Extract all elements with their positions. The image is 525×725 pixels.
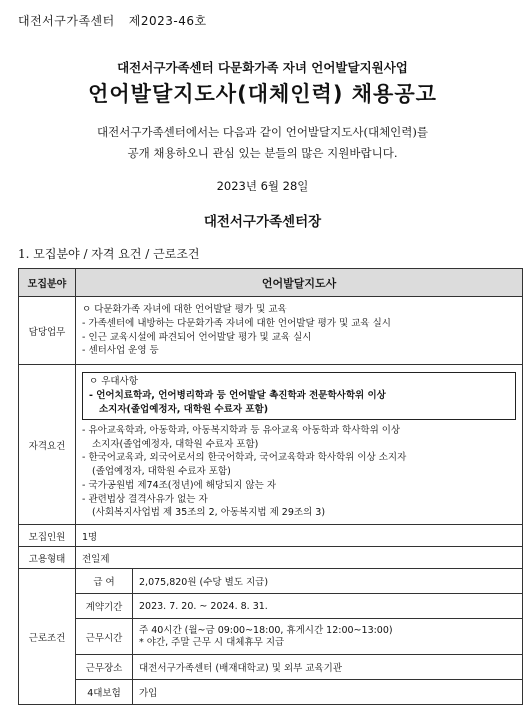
work-hours-line: * 야간, 주말 근무 시 대체휴무 지급 — [139, 636, 285, 648]
duties-label: 담당업무 — [19, 297, 76, 365]
work-place-value: 대전서구가족센터 (배재대학교) 및 외부 교육기관 — [133, 655, 523, 680]
preferred-title: ㅇ 우대사항 — [89, 376, 138, 388]
qualification-line: 소지자(졸업예정자, 대학원 수료자 포함) — [92, 438, 259, 450]
qualification-line: - 국가공원법 제74조(정년)에 해당되지 않는 자 — [82, 479, 277, 491]
document-number — [18, 12, 221, 29]
duties-content — [76, 297, 523, 365]
contract-period-label: 계약기간 — [76, 594, 133, 619]
field-header-value: 언어발달지도사 — [76, 269, 523, 297]
salary-label: 급 여 — [76, 569, 133, 594]
doc-code: 제2023-46호 — [128, 14, 207, 28]
preferred-box — [82, 372, 516, 420]
preferred-line: 소지자(졸업예정자, 대학원 수료자 포함) — [99, 404, 269, 416]
table-header-row — [19, 269, 523, 297]
table-row — [19, 547, 523, 569]
preferred-line: - 언어치료학과, 언어병리학과 등 언어발달 촉진학과 전문학사학위 이상 — [89, 390, 386, 402]
field-header-label: 모집분야 — [19, 269, 76, 297]
intro-line: 대전서구가족센터에서는 다음과 같이 언어발달지도사(대체인력)를 — [97, 125, 428, 139]
table-row — [19, 569, 523, 594]
work-place-label: 근무장소 — [76, 655, 133, 680]
section-heading: 1. 모집분야 / 자격 요건 / 근로조건 — [18, 247, 200, 261]
duties-line: - 인근 교육시설에 파견되어 언어발달 평가 및 교육 실시 — [82, 331, 312, 343]
insurance-value: 가입 — [133, 680, 523, 705]
qualification-line: (졸업예정자, 대학원 수료자 포함) — [92, 466, 231, 478]
qualification-line: - 유아교육학과, 아동학과, 아동복지학과 등 유아교육 아동학과 학사학위 이상 — [82, 425, 401, 437]
work-hours-value — [133, 619, 523, 655]
table-row — [19, 297, 523, 365]
qualifications-label: 자격요건 — [19, 365, 76, 525]
employment-type-label: 고용형태 — [19, 547, 76, 569]
salary-value: 2,075,820원 (수당 별도 지급) — [133, 569, 523, 594]
qualification-line: (사회복지사업법 제 35조의 2, 아동복지법 제 29조의 3) — [92, 507, 326, 519]
program-subtitle: 대전서구가족센터 다문화가족 자녀 언어발달지원사업 — [117, 60, 408, 75]
headcount-label: 모집인원 — [19, 525, 76, 547]
table-row — [19, 680, 523, 705]
employment-type-value: 전일제 — [76, 547, 523, 569]
work-hours-line: 주 40시간 (월~금 09:00~18:00, 휴게시간 12:00~13:00) — [139, 624, 393, 636]
duties-line: - 가족센터에 내방하는 다문화가족 자녀에 대한 언어발달 평가 및 교육 실시 — [82, 317, 391, 329]
table-row — [19, 655, 523, 680]
recruitment-table — [18, 268, 523, 705]
table-row — [19, 525, 523, 547]
issuer-name: 대전서구가족센터장 — [203, 214, 322, 230]
org-name: 대전서구가족센터 — [18, 14, 115, 28]
notice-date: 2023년 6월 28일 — [216, 179, 309, 193]
qualification-line: - 한국어교육과, 외국어로서의 한국어학과, 국어교육학과 학사학위 이상 소지자 — [82, 452, 407, 464]
work-hours-label: 근무시간 — [76, 619, 133, 655]
duties-line: - 센터사업 운영 등 — [82, 345, 159, 357]
table-row — [19, 619, 523, 655]
contract-period-value: 2023. 7. 20. ~ 2024. 8. 31. — [133, 594, 523, 619]
qualifications-content — [76, 365, 523, 525]
insurance-label: 4대보험 — [76, 680, 133, 705]
table-row — [19, 365, 523, 525]
conditions-label: 근로조건 — [19, 569, 76, 705]
intro-line: 공개 채용하오니 관심 있는 분들의 많은 지원바랍니다. — [127, 146, 398, 160]
intro-text — [0, 122, 525, 164]
table-row — [19, 594, 523, 619]
qualification-line: - 관련법상 결격사유가 없는 자 — [82, 493, 208, 505]
page-title: 언어발달지도사(대체인력) 채용공고 — [88, 82, 437, 106]
headcount-value: 1명 — [76, 525, 523, 547]
duties-line: ㅇ 다문화가족 자녀에 대한 언어발달 평가 및 교육 — [82, 304, 287, 316]
